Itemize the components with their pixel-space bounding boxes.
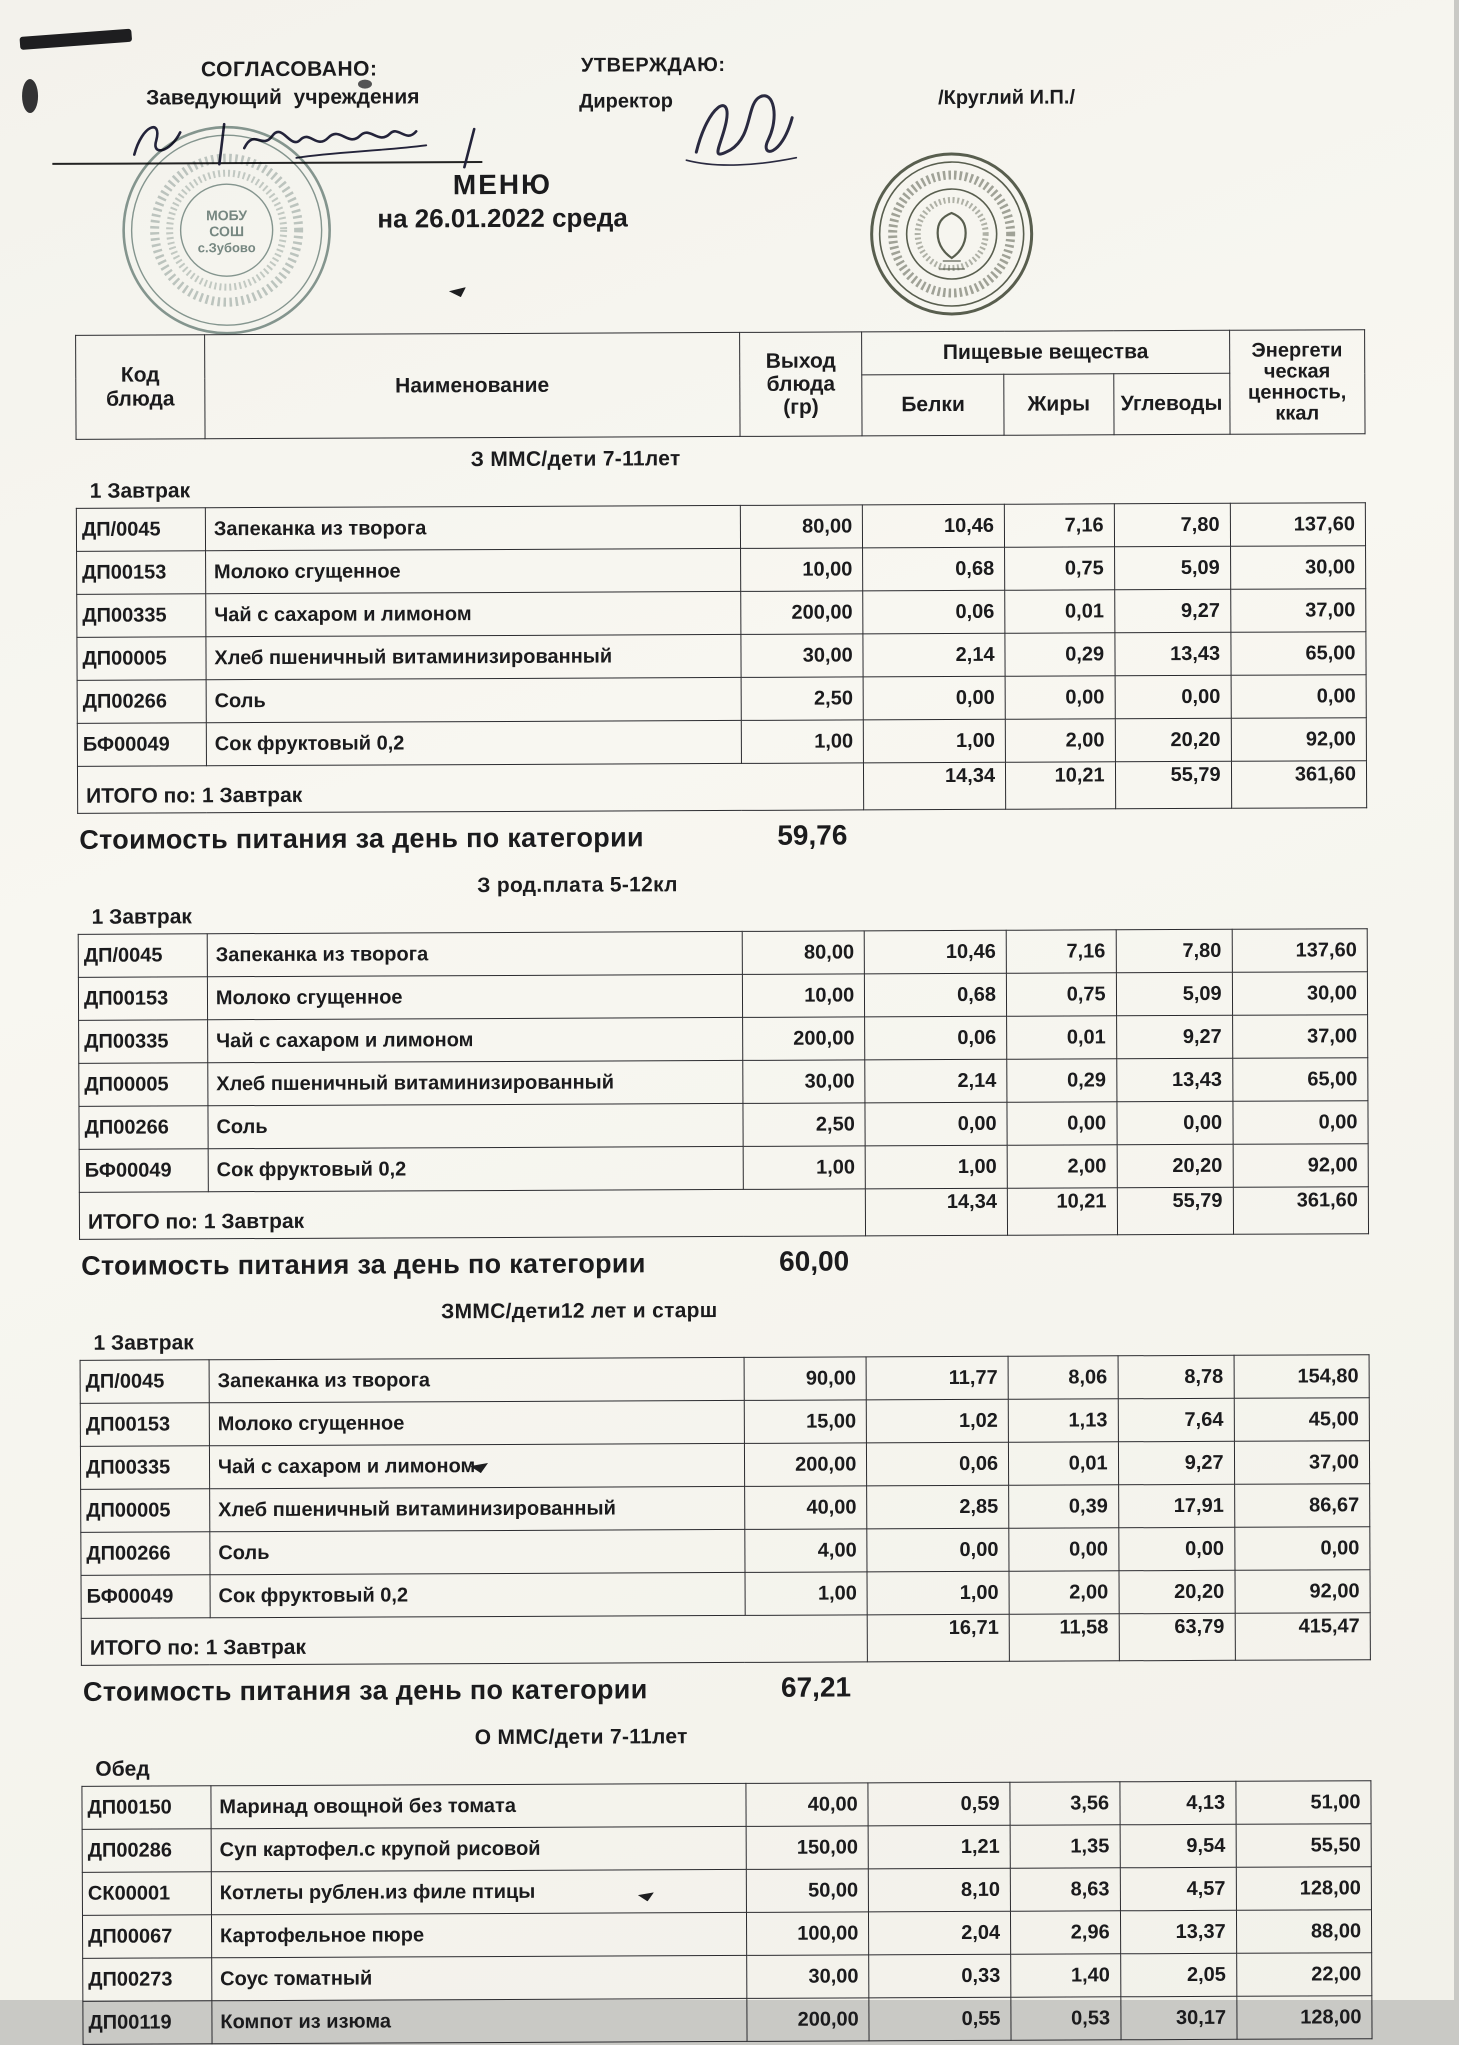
dish-row (82, 1824, 1371, 1873)
dish-fat: 8,06 (1008, 1356, 1118, 1399)
daily-cost-line (81, 1666, 1371, 1718)
dish-name: Сок фруктовый 0,2 (208, 1146, 743, 1191)
dish-fat: 7,16 (1004, 504, 1114, 547)
total-fat: 11,58 (1009, 1614, 1119, 1661)
dish-row (79, 1101, 1368, 1150)
daily-cost-line (79, 1240, 1369, 1292)
dish-protein: 11,77 (866, 1356, 1008, 1400)
stamp-text-line3: с.Зубово (197, 240, 256, 256)
scan-mark-corner (19, 29, 132, 50)
agreed-role: Заведующий учреждения (146, 85, 420, 110)
dish-name: Сок фруктовый 0,2 (210, 1572, 745, 1617)
col-header-name: Наименование (204, 332, 739, 438)
dish-output: 30,00 (746, 1955, 869, 1999)
dish-protein: 10,46 (864, 930, 1006, 974)
dish-protein: 1,00 (865, 1145, 1007, 1189)
dish-row (77, 589, 1366, 638)
signature-director (686, 96, 796, 166)
dish-name: Соль (208, 1103, 743, 1148)
dish-fat: 0,01 (1008, 1442, 1118, 1485)
dish-row (83, 1996, 1372, 2045)
dish-protein: 8,10 (869, 1868, 1011, 1912)
dish-energy: 0,00 (1231, 675, 1367, 719)
dish-fat: 0,01 (1007, 1016, 1117, 1059)
dish-protein: 0,33 (869, 1954, 1011, 1998)
dish-row (80, 1355, 1369, 1404)
dish-fat: 0,75 (1005, 547, 1115, 590)
col-header-nutrients: Пищевые вещества (862, 330, 1230, 375)
official-seal (871, 154, 1032, 315)
dish-name: Запеканка из творога (209, 1357, 744, 1402)
dishes-table (76, 502, 1367, 814)
dish-row (79, 1144, 1368, 1193)
menu-sections (76, 444, 1373, 2045)
dish-code: ДП00266 (81, 1532, 210, 1576)
dish-output: 1,00 (745, 1572, 868, 1616)
dish-protein: 0,00 (863, 676, 1005, 720)
dish-output: 2,50 (743, 1103, 866, 1147)
total-carbs: 55,79 (1115, 761, 1231, 809)
dish-code: СК00001 (82, 1872, 211, 1916)
dish-energy: 0,00 (1234, 1527, 1370, 1571)
dish-carbs: 7,80 (1116, 929, 1232, 973)
dish-output: 90,00 (744, 1357, 867, 1401)
dish-carbs: 8,78 (1118, 1355, 1234, 1399)
dish-protein: 0,00 (865, 1102, 1007, 1146)
dish-code: ДП00335 (80, 1446, 209, 1490)
col-header-fats: Жиры (1004, 374, 1114, 435)
dish-carbs: 17,91 (1118, 1484, 1234, 1528)
dish-code: ДП00067 (82, 1915, 211, 1959)
dish-carbs: 13,43 (1116, 1058, 1232, 1102)
dish-carbs: 20,20 (1115, 718, 1231, 762)
dish-energy: 92,00 (1233, 1144, 1369, 1188)
dish-protein: 2,14 (865, 1059, 1007, 1103)
dish-protein: 0,00 (867, 1528, 1009, 1572)
dish-output: 30,00 (743, 1060, 866, 1104)
dish-fat: 2,00 (1009, 1571, 1119, 1614)
dish-code: БФ00049 (77, 723, 206, 767)
dish-row (77, 718, 1366, 767)
dish-name: Молоко сгущенное (205, 548, 740, 593)
dish-energy: 55,50 (1236, 1824, 1372, 1868)
dish-carbs: 9,54 (1120, 1824, 1236, 1868)
dish-fat: 0,29 (1005, 633, 1115, 676)
dish-output: 200,00 (742, 1017, 865, 1061)
dish-code: ДП00153 (77, 551, 206, 595)
dish-fat: 0,00 (1009, 1528, 1119, 1571)
dish-row (78, 972, 1367, 1021)
category-title: З ММС/дети 7-11лет (470, 447, 681, 472)
dish-energy: 37,00 (1232, 1015, 1368, 1059)
daily-cost-label: Стоимость питания за день по категории (82, 1674, 648, 1707)
dish-code: ДП00153 (78, 977, 207, 1021)
dish-protein: 2,14 (863, 633, 1005, 677)
dish-code: ДП00005 (81, 1489, 210, 1533)
dishes-table (81, 1780, 1372, 2045)
dishes-table (78, 928, 1369, 1240)
menu-section (79, 1296, 1371, 1718)
menu-section (81, 1722, 1372, 2045)
menu-table-area (75, 329, 1372, 2045)
daily-cost-value: 67,21 (780, 1671, 852, 1703)
dish-fat: 7,16 (1006, 930, 1116, 973)
col-header-carbs: Углеводы (1113, 373, 1229, 435)
dish-output: 200,00 (741, 591, 864, 635)
dish-carbs: 9,27 (1116, 1015, 1232, 1059)
dish-carbs: 0,00 (1118, 1527, 1234, 1571)
dish-row (79, 1015, 1368, 1064)
dish-output: 10,00 (740, 548, 863, 592)
dish-name: Компот из изюма (212, 1998, 747, 2043)
signature-line (52, 161, 482, 165)
dish-output: 40,00 (744, 1486, 867, 1530)
dish-code: ДП00266 (79, 1106, 208, 1150)
dish-row (83, 1953, 1372, 2002)
dish-protein: 0,59 (868, 1782, 1010, 1826)
dish-energy: 30,00 (1230, 546, 1366, 590)
header-overlay (0, 0, 1451, 363)
dish-carbs: 4,57 (1120, 1867, 1236, 1911)
dish-fat: 0,00 (1005, 676, 1115, 719)
dish-energy: 22,00 (1236, 1953, 1372, 1997)
dish-carbs: 0,00 (1117, 1101, 1233, 1145)
dish-output: 200,00 (744, 1443, 867, 1487)
dish-protein: 1,00 (867, 1571, 1009, 1615)
dish-carbs: 7,80 (1114, 503, 1230, 547)
dish-code: ДП00266 (77, 680, 206, 724)
dish-row (80, 1398, 1369, 1447)
dish-protein: 2,85 (867, 1485, 1009, 1529)
agreed-label: СОГЛАСОВАНО: (200, 57, 378, 82)
dish-code: ДП00005 (79, 1063, 208, 1107)
menu-section (77, 870, 1369, 1292)
dish-output: 100,00 (746, 1912, 869, 1956)
totals-label: ИТОГО по: 1 Завтрак (79, 1189, 865, 1239)
dish-name: Молоко сгущенное (209, 1400, 744, 1445)
dish-code: БФ00049 (81, 1575, 210, 1619)
dish-fat: 8,63 (1010, 1868, 1120, 1911)
dish-code: ДП/0045 (80, 1360, 209, 1404)
dish-protein: 0,06 (863, 590, 1005, 634)
dish-carbs: 9,27 (1118, 1441, 1234, 1485)
dish-row (78, 929, 1367, 978)
dish-fat: 0,29 (1007, 1059, 1117, 1102)
dish-energy: 65,00 (1232, 1058, 1368, 1102)
dish-energy: 128,00 (1236, 1867, 1372, 1911)
dish-fat: 1,40 (1011, 1954, 1121, 1997)
dish-carbs: 20,20 (1117, 1144, 1233, 1188)
dish-code: БФ00049 (79, 1149, 208, 1193)
approved-label: УТВЕРЖДАЮ: (580, 53, 726, 77)
dish-output: 15,00 (744, 1400, 867, 1444)
dish-carbs: 4,13 (1120, 1781, 1236, 1825)
daily-cost-value: 59,76 (777, 819, 848, 851)
dish-code: ДП00286 (82, 1829, 211, 1873)
dish-row (81, 1484, 1370, 1533)
header-row-top (76, 330, 1365, 379)
dish-code: ДП00150 (82, 1786, 211, 1830)
dish-energy: 154,80 (1234, 1355, 1370, 1399)
dish-fat: 0,39 (1009, 1485, 1119, 1528)
category-title: О ММС/дети 7-11лет (474, 1725, 688, 1750)
dish-code: ДП00335 (77, 594, 206, 638)
dish-carbs: 20,20 (1119, 1570, 1235, 1614)
dish-fat: 3,56 (1010, 1782, 1120, 1825)
dish-protein: 0,68 (863, 547, 1005, 591)
menu-table-header (75, 329, 1365, 440)
dish-energy: 37,00 (1230, 589, 1366, 633)
dish-name: Картофельное пюре (211, 1912, 746, 1957)
daily-cost-label: Стоимость питания за день по категории (81, 1248, 646, 1281)
daily-cost-value: 60,00 (779, 1245, 850, 1277)
totals-row (79, 1187, 1368, 1240)
col-header-energy: Энергети ческая ценность, ккал (1229, 330, 1365, 435)
dish-protein: 1,02 (867, 1399, 1009, 1443)
dish-protein: 1,21 (868, 1825, 1010, 1869)
dish-energy: 30,00 (1232, 972, 1368, 1016)
dish-code: ДП00153 (80, 1403, 209, 1447)
total-energy: 361,60 (1233, 1187, 1369, 1235)
dish-protein: 0,06 (865, 1016, 1007, 1060)
meal-label: Обед (95, 1757, 150, 1781)
dish-name: Запеканка из творога (205, 505, 740, 550)
dish-output: 30,00 (741, 634, 864, 678)
dish-carbs: 5,09 (1114, 546, 1230, 590)
col-header-output: Выход блюда (гр) (739, 332, 862, 437)
dish-row (77, 675, 1366, 724)
dish-fat: 2,00 (1005, 719, 1115, 762)
dish-output: 50,00 (746, 1869, 869, 1913)
dish-name: Запеканка из творога (207, 931, 742, 976)
dish-carbs: 7,64 (1118, 1398, 1234, 1442)
dish-name: Котлеты рублен.из филе птицы (211, 1869, 746, 1914)
dish-name: Соль (210, 1529, 745, 1574)
dish-output: 80,00 (740, 505, 863, 549)
dish-row (81, 1570, 1370, 1619)
dish-carbs: 30,17 (1120, 1996, 1236, 2040)
dish-carbs: 2,05 (1120, 1953, 1236, 1997)
dish-energy: 51,00 (1236, 1781, 1372, 1825)
dish-energy: 45,00 (1234, 1398, 1370, 1442)
dish-name: Маринад овощной без томата (211, 1783, 746, 1828)
total-protein: 14,34 (864, 762, 1006, 810)
dish-name: Чай с сахаром и лимоном (207, 1017, 742, 1062)
dish-output: 200,00 (747, 1998, 870, 2042)
category-title: З род.плата 5-12кл (477, 873, 678, 898)
dish-carbs: 9,27 (1114, 589, 1230, 633)
dish-name: Соль (206, 677, 741, 722)
dish-energy: 86,67 (1234, 1484, 1370, 1528)
dish-carbs: 13,37 (1120, 1910, 1236, 1954)
total-energy: 415,47 (1235, 1613, 1371, 1661)
scan-speck (449, 287, 466, 297)
dish-energy: 137,60 (1230, 503, 1366, 547)
dish-energy: 0,00 (1233, 1101, 1369, 1145)
dish-energy: 88,00 (1236, 1910, 1372, 1954)
dish-energy: 92,00 (1231, 718, 1367, 762)
dish-output: 10,00 (742, 974, 865, 1018)
dish-row (76, 503, 1365, 552)
col-header-code: Код блюда (76, 335, 205, 440)
dish-row (80, 1441, 1369, 1490)
dish-fat: 1,35 (1010, 1825, 1120, 1868)
dish-output: 4,00 (745, 1529, 868, 1573)
dish-code: ДП/0045 (76, 508, 205, 552)
dish-name: Хлеб пшеничный витаминизированный (210, 1486, 745, 1531)
dish-name: Соус томатный (212, 1955, 747, 2000)
document-title: МЕНЮ (452, 168, 553, 201)
total-fat: 10,21 (1007, 1188, 1117, 1235)
dish-code: ДП00005 (77, 637, 206, 681)
dish-carbs: 0,00 (1115, 675, 1231, 719)
stamp-text-line2: СОШ (209, 223, 245, 240)
dish-protein: 0,06 (867, 1442, 1009, 1486)
dish-name: Чай с сахаром и лимоном (209, 1443, 744, 1488)
dish-row (81, 1527, 1370, 1576)
dish-output: 1,00 (743, 1146, 866, 1190)
dish-output: 2,50 (741, 677, 864, 721)
dishes-table (80, 1354, 1371, 1666)
total-carbs: 55,79 (1117, 1187, 1233, 1235)
totals-row (81, 1613, 1370, 1666)
total-carbs: 63,79 (1119, 1613, 1235, 1661)
daily-cost-line (77, 814, 1367, 866)
dish-row (79, 1058, 1368, 1107)
dish-energy: 92,00 (1235, 1570, 1371, 1614)
dish-name: Молоко сгущенное (207, 974, 742, 1019)
dish-energy: 65,00 (1231, 632, 1367, 676)
dish-code: ДП/0045 (78, 934, 207, 978)
dish-protein: 10,46 (863, 504, 1005, 548)
dish-name: Сок фруктовый 0,2 (206, 720, 741, 765)
dish-energy: 137,60 (1232, 929, 1368, 973)
col-header-protein: Белки (862, 374, 1004, 436)
dish-fat: 2,00 (1007, 1145, 1117, 1188)
daily-cost-label: Стоимость питания за день по категории (79, 822, 644, 855)
dish-fat: 0,01 (1005, 590, 1115, 633)
dish-energy: 37,00 (1234, 1441, 1370, 1485)
dish-output: 150,00 (746, 1826, 869, 1870)
dish-carbs: 5,09 (1116, 972, 1232, 1016)
dish-protein: 0,68 (865, 973, 1007, 1017)
dish-code: ДП00119 (83, 2001, 212, 2045)
dish-code: ДП00335 (79, 1020, 208, 1064)
dish-row (82, 1910, 1371, 1959)
totals-label: ИТОГО по: 1 Завтрак (77, 763, 863, 813)
dish-protein: 2,04 (869, 1911, 1011, 1955)
category-title: ЗММС/дети12 лет и старш (441, 1299, 718, 1324)
dish-fat: 0,00 (1007, 1102, 1117, 1145)
approved-role: Директор (579, 90, 673, 113)
meal-label: 1 Завтрак (93, 1331, 194, 1355)
dish-protein: 0,55 (869, 1997, 1011, 2041)
dish-name: Суп картофел.с крупой рисовой (211, 1826, 746, 1871)
dish-fat: 0,75 (1006, 973, 1116, 1016)
total-energy: 361,60 (1231, 761, 1367, 809)
dish-name: Хлеб пшеничный витаминизированный (206, 634, 741, 679)
document-date: на 26.01.2022 среда (377, 202, 628, 234)
dish-fat: 0,53 (1011, 1997, 1121, 2040)
dish-row (82, 1867, 1371, 1916)
meal-label: 1 Завтрак (91, 905, 192, 929)
dish-energy: 128,00 (1236, 1996, 1372, 2040)
dish-carbs: 13,43 (1115, 632, 1231, 676)
totals-label: ИТОГО по: 1 Завтрак (81, 1615, 867, 1665)
dish-fat: 2,96 (1011, 1911, 1121, 1954)
approved-name: /Круглий И.П./ (938, 86, 1076, 110)
dish-output: 80,00 (742, 931, 865, 975)
dish-fat: 1,13 (1008, 1399, 1118, 1442)
totals-row (77, 761, 1366, 814)
stamp-text-line1: МОБУ (206, 207, 248, 224)
dish-row (82, 1781, 1371, 1830)
dish-row (77, 546, 1366, 595)
total-fat: 10,21 (1006, 762, 1116, 809)
dish-name: Чай с сахаром и лимоном (206, 591, 741, 636)
dish-output: 40,00 (746, 1783, 869, 1827)
dish-protein: 1,00 (864, 719, 1006, 763)
total-protein: 14,34 (866, 1188, 1008, 1236)
dish-output: 1,00 (741, 720, 864, 764)
scan-mark-edge (22, 79, 38, 113)
meal-label: 1 Завтрак (89, 479, 191, 503)
menu-section (76, 444, 1368, 866)
dish-code: ДП00273 (83, 1958, 212, 2002)
dish-row (77, 632, 1366, 681)
total-protein: 16,71 (867, 1614, 1009, 1662)
dish-name: Хлеб пшеничный витаминизированный (208, 1060, 743, 1105)
